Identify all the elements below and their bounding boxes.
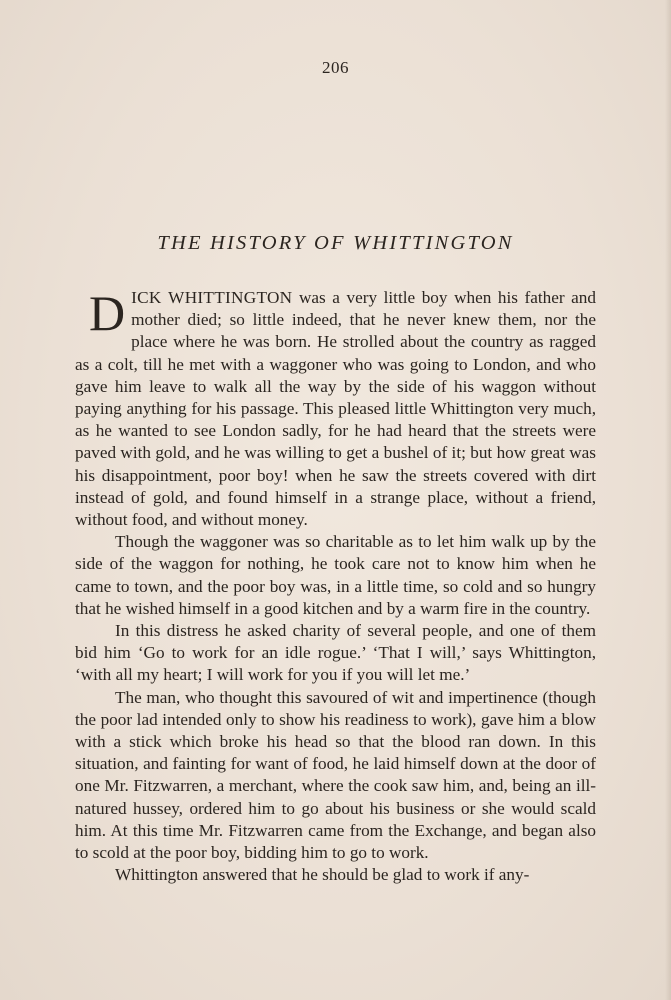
paragraph-4: The man, who thought this savoured of wit and impertinence (though the poor lad intended only to show his readiness to work), gave him a blow with a stick which broke his head so that the blood ran down. In this situation, and fainting for want of food, he laid himself down at the door of one Mr. Fitzwarren, a merchant, where the cook saw him, and, being an ill-natured hussey, ordered him to go about his business or she would scald him. At this time Mr. Fitzwarren came from the Exchange, and began also to scold at the poor boy, bidding him to go to work. — [75, 687, 596, 863]
story-body — [75, 287, 596, 886]
paragraph-5: Whittington answered that he should be glad to work if any- — [115, 865, 530, 885]
page-number: 206 — [322, 58, 349, 77]
paragraph-2: Though the waggoner was so charitable as to let him walk up by the side of the waggon for nothing, he took care not to know him when he came to town, and the poor boy was, in a little time, so cold and so hungry that he wished himself in a good kitchen and by a warm fire in the country. — [75, 532, 596, 618]
opening-small-caps: ICK WHITTINGTON — [131, 288, 293, 307]
paragraph-1-text: was a very little boy when his father and mother died; so little indeed, that he never knew them, nor the place where he was born. He strolled about the country as ragged as a colt, till he met with a waggoner who was going to London, and who gave him leave to walk all the way by the side of his waggon without paying anything for his passage. This pleased little Whittington very much, as he wanted to see London sadly, for he had heard that the streets were paved with gold, and he was willing to get a bushel of it; but how great was his disappointment, poor boy! when he saw the streets covered with dirt instead of gold, and found himself in a strange place, without a friend, without food, and without money. — [75, 288, 596, 530]
paragraph-1 — [75, 287, 596, 531]
page-edge-shadow — [665, 0, 671, 1000]
drop-cap: D — [89, 285, 126, 341]
chapter-title: THE HISTORY OF WHITTINGTON — [157, 232, 514, 254]
paragraph-3: In this distress he asked charity of several people, and one of them bid him ‘Go to work for an idle rogue.’ ‘That I will,’ says Whittington, ‘with all my heart; I will work for you if you will let me.’ — [75, 621, 596, 685]
